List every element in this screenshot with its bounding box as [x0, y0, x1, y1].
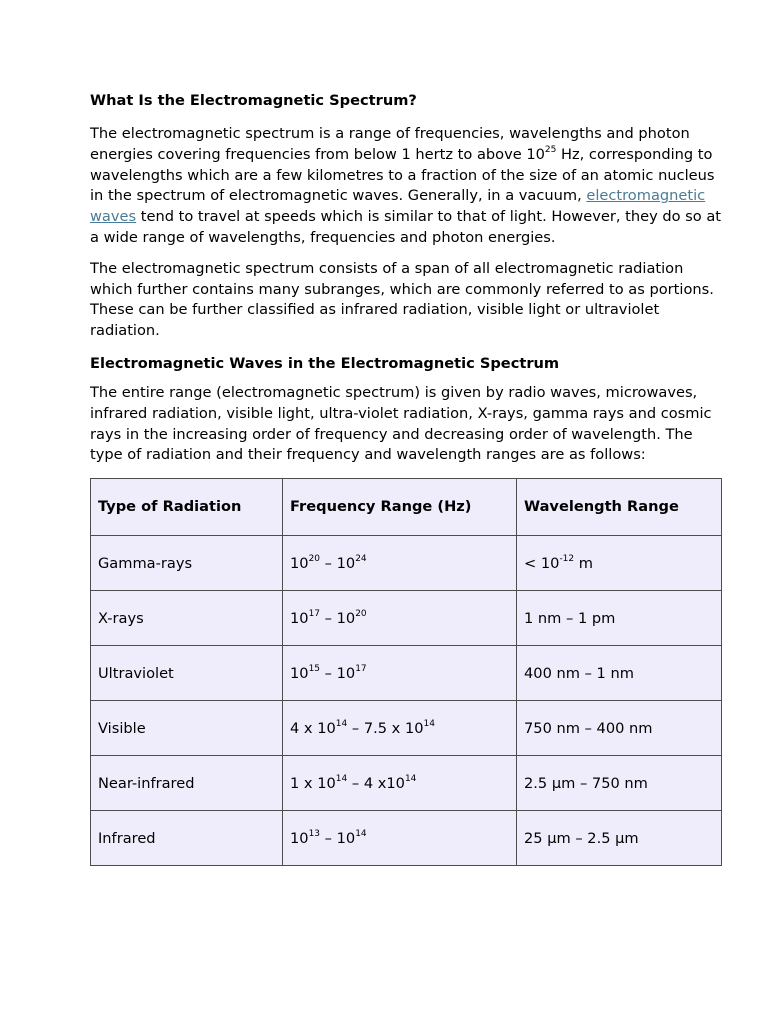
- article-body: [90, 89, 722, 866]
- intro-text-c: tend to travel at speeds which is similar to that of light. However, they do so at a wide range of wavelengths, frequencies and photon energies.: [90, 208, 722, 246]
- wave-unit: m: [574, 554, 593, 572]
- intro-text-b: Hz, corresponding to wavelengths which are a few kilometres to a fraction of the size of an atomic nucleus in the spectrum of electromagnetic waves. Generally, in a vacuum,: [90, 145, 715, 205]
- freq-low-exponent: 13: [308, 828, 321, 839]
- freq-low-exponent: 20: [308, 553, 321, 564]
- table-header-row: [91, 479, 722, 536]
- wave-text: 750 nm – 400 nm: [524, 719, 653, 737]
- cell-wavelength-range: [517, 536, 722, 591]
- cell-frequency-range: [283, 701, 517, 756]
- cell-frequency-range: [283, 536, 517, 591]
- table-row: [91, 646, 722, 701]
- freq-low-base: 10: [317, 719, 336, 737]
- wave-text: 25 μm – 2.5 μm: [524, 829, 639, 847]
- freq-separator: –: [320, 664, 337, 682]
- freq-high-exponent: 24: [355, 553, 367, 564]
- freq-high-exponent: 14: [355, 828, 367, 839]
- freq-high-prefix: 7.5 x: [363, 719, 405, 737]
- wave-exponent: -12: [559, 553, 575, 564]
- wave-text: 400 nm – 1 nm: [524, 664, 634, 682]
- freq-high-base: 10: [404, 719, 424, 737]
- freq-high-base: 10: [336, 664, 356, 682]
- section-heading: Electromagnetic Waves in the Electromagnetic Spectrum: [90, 354, 560, 372]
- cell-radiation-type: Gamma-rays: [91, 536, 283, 591]
- intro-text-a: The electromagnetic spectrum is a range of frequencies, wavelengths and photon energies covering frequencies from below 1 hertz to above 10: [90, 125, 690, 163]
- freq-low-base: 10: [290, 554, 309, 572]
- freq-separator: –: [320, 829, 337, 847]
- freq-high-exponent: 17: [355, 663, 367, 674]
- cell-wavelength-range: [517, 811, 722, 866]
- freq-high-base: 10: [336, 554, 356, 572]
- freq-low-exponent: 15: [308, 663, 321, 674]
- header-frequency: Frequency Range (Hz): [283, 479, 517, 536]
- freq-high-exponent: 14: [404, 773, 417, 784]
- freq-high-base: 10: [336, 829, 356, 847]
- cell-radiation-type: Ultraviolet: [91, 646, 283, 701]
- cell-radiation-type: Visible: [91, 701, 283, 756]
- cell-radiation-type: Infrared: [91, 811, 283, 866]
- freq-low-base: 10: [317, 774, 336, 792]
- cell-wavelength-range: [517, 591, 722, 646]
- freq-high-base: 10: [336, 609, 356, 627]
- freq-high-exponent: 20: [355, 608, 367, 619]
- freq-high-prefix: 4 x: [363, 774, 387, 792]
- cell-wavelength-range: [517, 701, 722, 756]
- table-body: [91, 536, 722, 866]
- cell-wavelength-range: [517, 756, 722, 811]
- freq-low-exponent: 14: [335, 773, 348, 784]
- radiation-table: [90, 478, 722, 866]
- table-row: [91, 756, 722, 811]
- freq-low-exponent: 14: [335, 718, 348, 729]
- freq-high-base: 10: [386, 774, 405, 792]
- freq-separator: –: [320, 554, 337, 572]
- cell-frequency-range: [283, 646, 517, 701]
- range-paragraph: The entire range (electromagnetic spectrum) is given by radio waves, microwaves, infrared radiation, visible light, ultra-violet radiation, X-rays, gamma rays and cosmic rays in the increasing order of frequency and decreasing order of wavelength. The type of radiation and their frequency and wavelength ranges are as follows:: [90, 383, 712, 464]
- spectrum-paragraph: The electromagnetic spectrum consists of a span of all electromagnetic radiation which further contains many subranges, which are commonly referred to as portions. These can be further classified as infrared radiation, visible light or ultraviolet radiation.: [90, 259, 714, 340]
- freq-low-base: 10: [290, 609, 309, 627]
- freq-separator: –: [347, 719, 364, 737]
- table-row: [91, 701, 722, 756]
- table-row: [91, 536, 722, 591]
- intro-exponent: 25: [544, 144, 557, 155]
- freq-low-base: 10: [290, 829, 309, 847]
- page-title: What Is the Electromagnetic Spectrum?: [90, 92, 417, 109]
- freq-low-prefix: 4 x: [290, 719, 318, 737]
- cell-frequency-range: [283, 811, 517, 866]
- freq-low-prefix: 1 x: [290, 774, 318, 792]
- header-type: Type of Radiation: [91, 479, 283, 536]
- electromagnetic-waves-link[interactable]: electromagnetic waves: [90, 187, 706, 226]
- wave-text: 2.5 μm – 750 nm: [524, 774, 648, 792]
- freq-separator: –: [320, 609, 337, 627]
- freq-low-base: 10: [290, 664, 309, 682]
- intro-paragraph: [90, 124, 722, 249]
- wave-text: < 10: [524, 554, 560, 572]
- cell-radiation-type: X-rays: [91, 591, 283, 646]
- table-row: [91, 591, 722, 646]
- wave-text: 1 nm – 1 pm: [524, 609, 616, 627]
- cell-wavelength-range: [517, 646, 722, 701]
- cell-radiation-type: Near-infrared: [91, 756, 283, 811]
- cell-frequency-range: [283, 591, 517, 646]
- freq-low-exponent: 17: [308, 608, 321, 619]
- table-row: [91, 811, 722, 866]
- freq-high-exponent: 14: [423, 718, 435, 729]
- cell-frequency-range: [283, 756, 517, 811]
- header-wavelength: Wavelength Range: [517, 479, 722, 536]
- freq-separator: –: [347, 774, 364, 792]
